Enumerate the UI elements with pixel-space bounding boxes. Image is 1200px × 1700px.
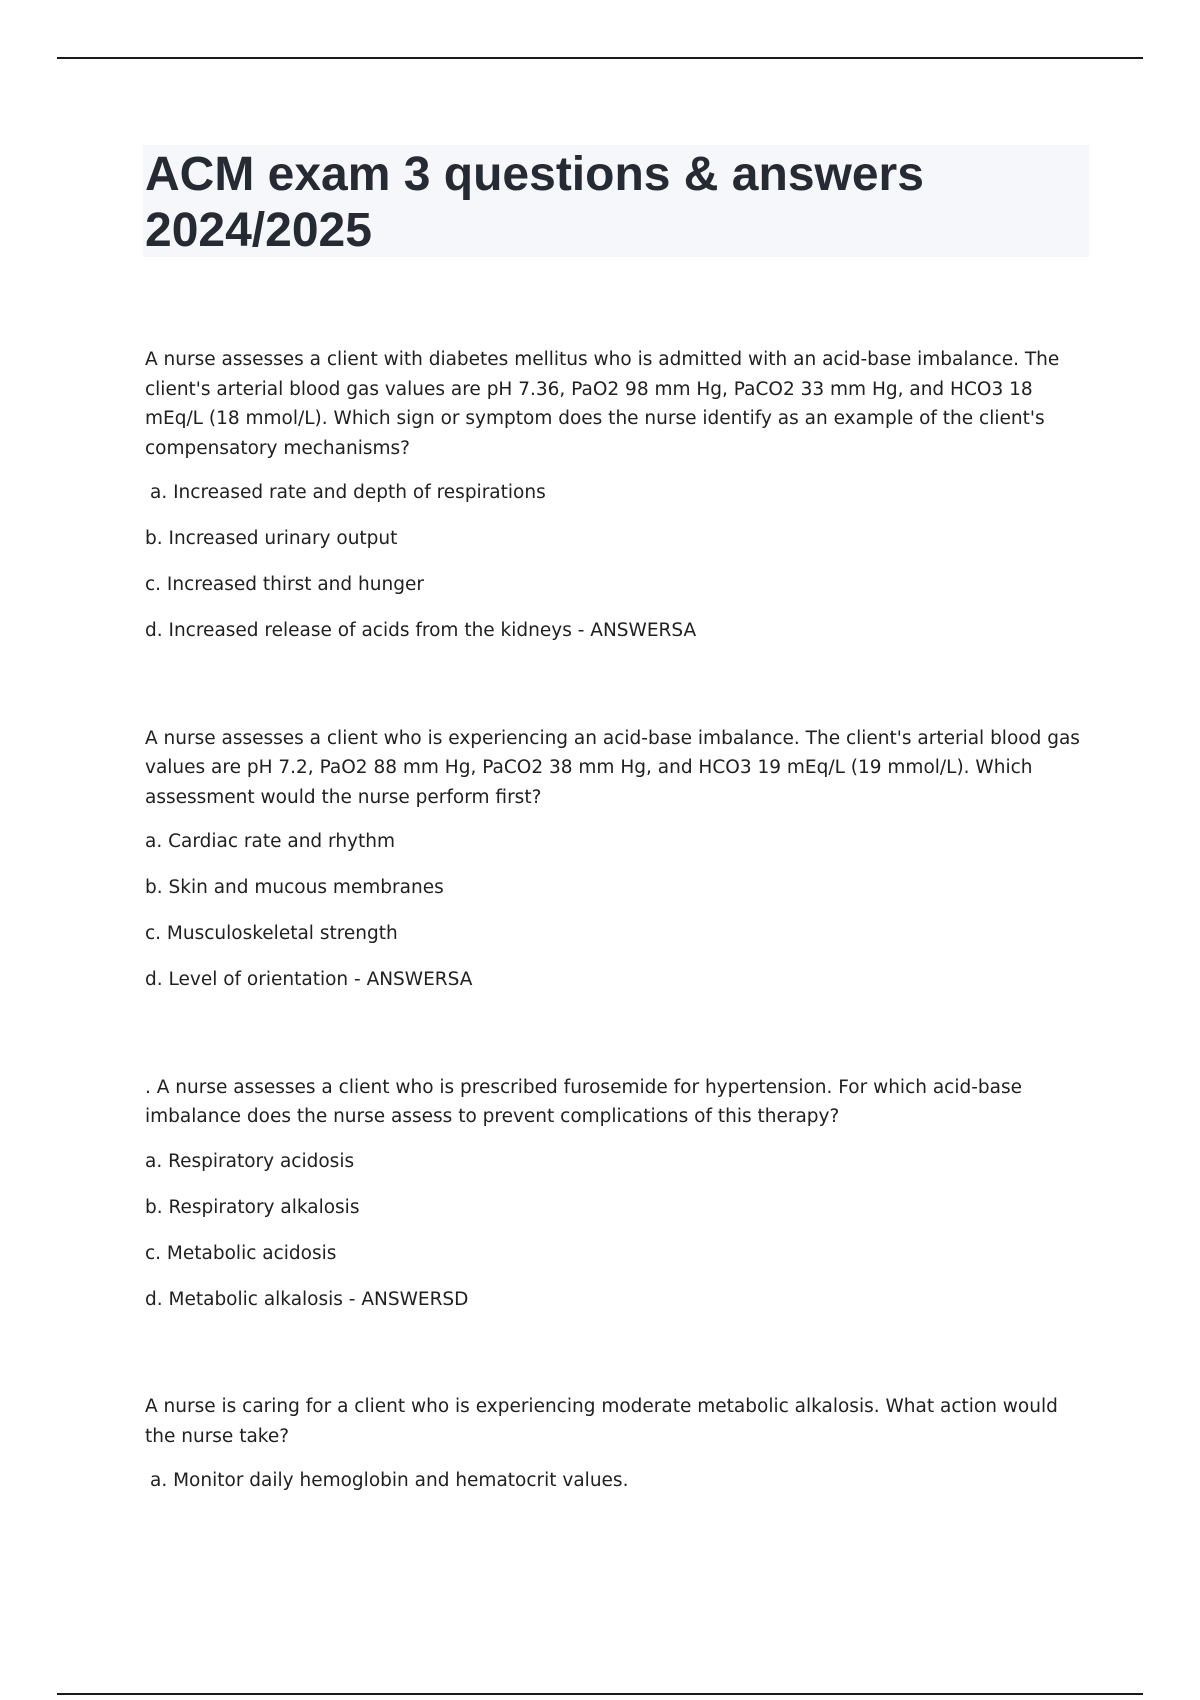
top-divider: [57, 57, 1143, 59]
question-text: . A nurse assesses a client who is prescribed furosemide for hypertension. For which acid-base imbalance does the nurse assess to prevent complications of this therapy?: [145, 1076, 1023, 1127]
answer-option: d. Metabolic alkalosis - ANSWERSD: [145, 1288, 469, 1310]
question-2: [145, 724, 1090, 995]
answer-option: d. Level of orientation - ANSWERSA: [145, 969, 473, 990]
question-3: [145, 1073, 1090, 1315]
answer-option: d. Increased release of acids from the kidneys - ANSWERSA: [145, 620, 697, 641]
answer-option: a. Increased rate and depth of respirations: [150, 482, 546, 503]
answer-option: c. Musculoskeletal strength: [145, 923, 398, 944]
answer-option: b. Respiratory alkalosis: [145, 1196, 360, 1218]
answer-option: c. Metabolic acidosis: [145, 1242, 337, 1264]
answer-option: a. Respiratory acidosis: [145, 1150, 355, 1172]
answer-option: b. Increased urinary output: [145, 528, 398, 549]
answer-option: c. Increased thirst and hunger: [145, 574, 424, 595]
question-1: [145, 345, 1090, 646]
answer-option: a. Cardiac rate and rhythm: [145, 831, 396, 852]
question-4: [145, 1392, 1090, 1496]
question-list: [145, 345, 1090, 1574]
question-text: A nurse assesses a client who is experiencing an acid-base imbalance. The client's arterial blood gas values are pH 7.2, PaO2 88 mm Hg, PaCO2 38 mm Hg, and HCO3 19 mEq/L (19 mmol/L). Which assessment would the nurse perform first?: [145, 727, 1080, 808]
question-text: A nurse assesses a client with diabetes mellitus who is admitted with an acid-base imbalance. The client's arterial blood gas values are pH 7.36, PaO2 98 mm Hg, PaCO2 33 mm Hg, and HCO3 18 mEq/L (18 mmol/L). Which sign or symptom does the nurse identify as an example of the client's compensatory mechanisms?: [145, 349, 1060, 459]
question-text: A nurse is caring for a client who is experiencing moderate metabolic alkalosis. What action would the nurse take?: [145, 1396, 1058, 1447]
answer-option: b. Skin and mucous membranes: [145, 877, 444, 898]
document-title: ACM exam 3 questions & answers 2024/2025: [145, 148, 924, 257]
answer-option: a. Monitor daily hemoglobin and hematocrit values.: [150, 1470, 629, 1491]
title-block: [143, 145, 1089, 257]
bottom-divider: [57, 1693, 1143, 1695]
